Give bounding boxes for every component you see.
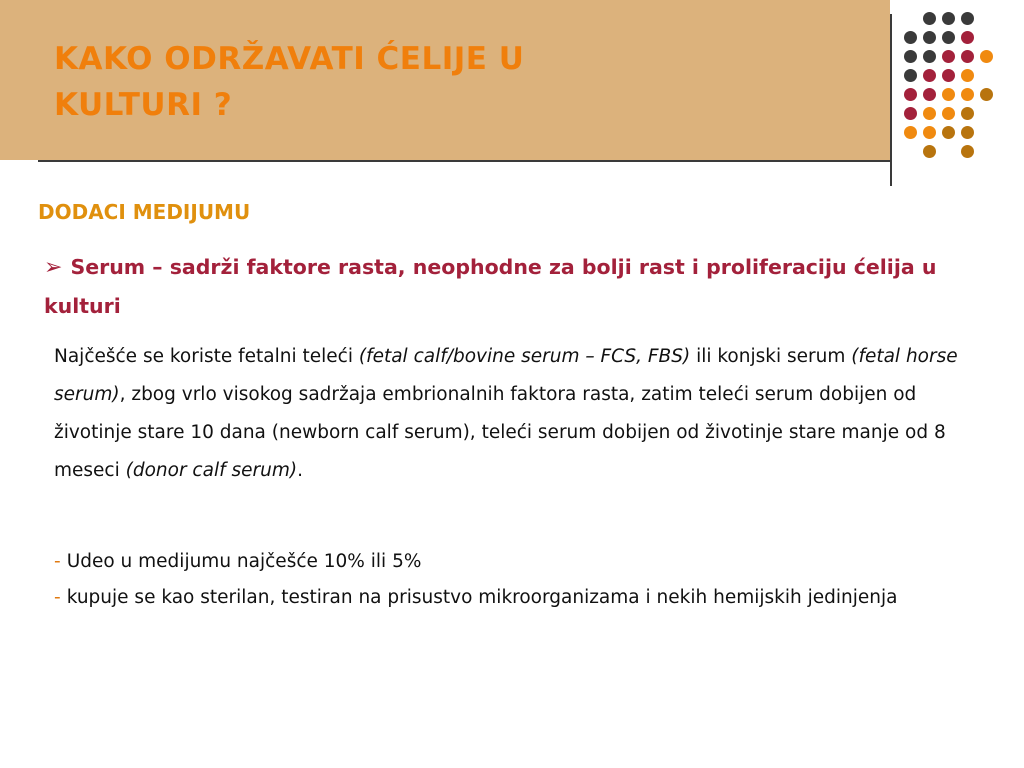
decorative-dot [904,69,917,82]
section-heading: DODACI MEDIJUMU [38,200,251,224]
decorative-dot [942,50,955,63]
decorative-dot [961,12,974,25]
decorative-dot [961,126,974,139]
decorative-dot [923,12,936,25]
paragraph-text-2: ili konjski serum [690,346,852,367]
slide-title [54,36,694,128]
decorative-dot [904,88,917,101]
decorative-dot [961,31,974,44]
paragraph-text-1: Najčešće se koriste fetalni teleći [54,346,359,367]
slide-title-line-1: KAKO ODRŽAVATI ĆELIJE U [54,41,525,77]
decorative-dot [961,50,974,63]
decorative-dot [961,69,974,82]
paragraph-text-3: , zbog vrlo visokog sadržaja embrionalnih faktora rasta, zatim teleći serum dobijen od životinje stare 10 dana (newborn calf serum), teleći serum dobijen od životinje stare manje od 8 meseci [54,384,946,481]
decorative-dot [904,126,917,139]
decorative-dot [923,50,936,63]
dash-marker: - [54,587,61,608]
paragraph-italic-2: (fetal horse serum) [54,346,958,405]
header-divider [38,160,890,162]
decorative-dot [942,107,955,120]
decorative-dot [923,126,936,139]
decorative-dot [923,107,936,120]
decorative-dot [904,50,917,63]
decorative-dot [942,12,955,25]
dash-list-item [54,580,974,616]
dash-marker: - [54,551,61,572]
dash-item-text: kupuje se kao sterilan, testiran na prisustvo mikroorganizama i nekih hemijskih jedinjenja [66,587,898,608]
main-bullet [44,248,944,325]
paragraph-italic-3: (donor calf serum) [125,460,298,481]
decorative-dot [942,126,955,139]
slide-title-line-2: KULTURI ? [54,87,233,123]
serum-paragraph [54,338,984,490]
arrow-bullet-icon: ➢ [44,255,63,280]
decorative-dot [961,107,974,120]
vertical-divider [890,14,892,186]
decorative-dot [923,69,936,82]
decorative-dot [904,31,917,44]
decorative-dot [904,107,917,120]
decorative-dot [980,50,993,63]
decorative-dot [923,31,936,44]
dash-list-item [54,544,974,580]
main-bullet-text: Serum – sadrži faktore rasta, neophodne za bolji rast i proliferaciju ćelija u kulturi [44,255,937,318]
dash-list [54,544,974,616]
decorative-dot [923,88,936,101]
paragraph-italic-1: (fetal calf/bovine serum – FCS, FBS) [358,346,691,367]
decorative-dot [961,145,974,158]
decorative-dot [980,88,993,101]
decorative-dot [942,31,955,44]
decorative-dot-grid [904,12,1014,172]
dash-item-text: Udeo u medijumu najčešće 10% ili 5% [66,551,422,572]
decorative-dot [961,88,974,101]
decorative-dot [923,145,936,158]
decorative-dot [942,69,955,82]
decorative-dot [942,88,955,101]
paragraph-text-4: . [297,460,303,481]
